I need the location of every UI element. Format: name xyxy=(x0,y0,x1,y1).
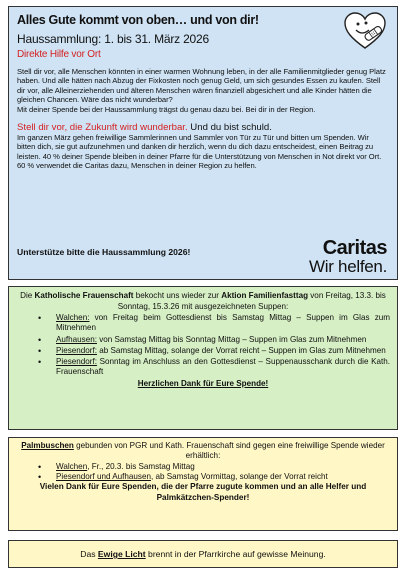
caritas-logo-name: Caritas xyxy=(322,237,387,259)
ewiges-licht-title: Ewige Licht xyxy=(97,549,146,559)
caritas-logo-slogan: Wir helfen. xyxy=(309,257,387,276)
frauenschaft-action: Aktion Familienfasttag xyxy=(221,291,309,300)
list-item-text: Sonntag im Anschluss an den Gottesdienst – Suppenausschank durch die Kath. Frauenschaft xyxy=(56,357,390,377)
list-item-text: , ab Samstag Vormittag, solange der Vorrat reicht xyxy=(150,472,328,482)
frauenschaft-intro-c: bekocht uns wieder zur xyxy=(133,291,222,300)
frauenschaft-thanks: Herzlichen Dank für Eure Spende! xyxy=(137,378,269,388)
caritas-paragraph-1-text: Stell dir vor, alle Menschen könnten in einer warmen Wohnung leben, in der alle Familienmitglieder genug Platz haben. Und alle hätten nach Abzug der Fixkosten noch genug Geld, um sich gesundes Essen zu kaufen. Stell dir vor, alle Alleinerziehenden und älteren Menschen wären finanziell abgesichert und alle Kinder hätten die gleichen Chancen. Wäre das nicht wunderbar? xyxy=(17,67,386,105)
list-item-place: Piesendorf: xyxy=(56,357,97,367)
caritas-box xyxy=(8,6,398,280)
list-item-text: von Samstag Mittag bis Sonntag Mittag – Suppen im Glas zum Mitnehmen xyxy=(96,334,367,344)
list-item-place: Piesendorf und Aufhausen xyxy=(56,472,151,482)
caritas-lead xyxy=(17,122,389,133)
caritas-paragraph-2: Im ganzen März gehen freiwillige Sammlerinnen und Sammler von Tür zu Tür und bitten um Spenden. Wir bitten dich, sie gut aufzunehmen und danken dir herzlich, wenn du dich dazu entscheidest, einen Beitrag zu leisten. 40 % deiner Spende bleiben in deiner Pfarre für die Unterstützung von Menschen in Not direkt vor Ort. 60 % verwendet die Caritas dazu, Menschen in deiner Region zu helfen. xyxy=(17,133,382,171)
list-item-place: Walchen: xyxy=(56,313,90,322)
caritas-tagline: Direkte Hilfe vor Ort xyxy=(17,49,101,60)
list-item xyxy=(16,346,390,356)
frauenschaft-intro-e: von Freitag, 13.3. bis Sonntag, 15.3.26 mit ausgezeichneten Suppen: xyxy=(117,291,386,311)
list-item xyxy=(16,357,390,378)
palmbuschen-intro xyxy=(16,441,390,462)
list-item-place: Aufhausen: xyxy=(56,334,97,344)
palmbuschen-title: Palmbuschen xyxy=(21,441,74,450)
list-item-place: Piesendorf: xyxy=(56,345,97,355)
frauenschaft-intro xyxy=(16,291,390,312)
caritas-paragraph-1b-text: Mit deiner Spende bei der Haussammlung trägst du genau dazu bei. Bei dir in der Region. xyxy=(17,104,316,114)
ewiges-licht-pre: Das xyxy=(80,549,98,559)
list-item xyxy=(16,335,390,345)
ewiges-licht-post: brennt in der Pfarrkirche auf gewisse Meinung. xyxy=(145,549,326,559)
ewiges-licht-box xyxy=(8,540,398,568)
caritas-support-text: Unterstütze bitte die Haussammlung 2026! xyxy=(17,247,191,257)
caritas-lead-red: Stell dir vor, die Zukunft wird wunderbar. xyxy=(17,122,188,134)
palmbuschen-thanks: Vielen Dank für Eure Spenden, die der Pfarre zugute kommen und an alle Helfer und Palmkätzchen-Spender! xyxy=(39,482,367,502)
list-item-text: ab Samstag Mittag, solange der Vorrat reicht – Suppen im Glas zum Mitnehmen xyxy=(96,345,386,355)
frauenschaft-name: Katholische Frauenschaft xyxy=(34,291,134,300)
heart-smiley-bandage-icon xyxy=(343,11,387,51)
list-item-place: Walchen xyxy=(56,461,88,471)
ewiges-licht-text xyxy=(80,549,326,559)
palmbuschen-intro-rest: gebunden von PGR und Kath. Frauenschaft sind gegen eine freiwillige Spende wieder erhältlich: xyxy=(73,441,385,461)
list-item xyxy=(16,462,390,472)
caritas-headline: Alles Gute kommt von oben… und von dir! xyxy=(17,13,259,27)
list-item xyxy=(16,472,390,482)
caritas-paragraph-1 xyxy=(17,67,389,114)
frauenschaft-intro-a: Die xyxy=(20,291,35,300)
list-item-text: von Freitag beim Gottesdienst bis Samstag Mittag – Suppen im Glas zum Mitnehmen xyxy=(56,313,390,333)
palmbuschen-box xyxy=(8,437,398,531)
frauenschaft-list xyxy=(16,313,390,378)
list-item-text: , Fr., 20.3. bis Samstag Mittag xyxy=(87,461,195,471)
caritas-lead-black: Und du bist schuld. xyxy=(187,122,272,134)
list-item xyxy=(16,313,390,334)
palmbuschen-list xyxy=(16,462,390,482)
caritas-subheadline: Haussammlung: 1. bis 31. März 2026 xyxy=(17,32,209,46)
frauenschaft-box xyxy=(8,286,398,430)
